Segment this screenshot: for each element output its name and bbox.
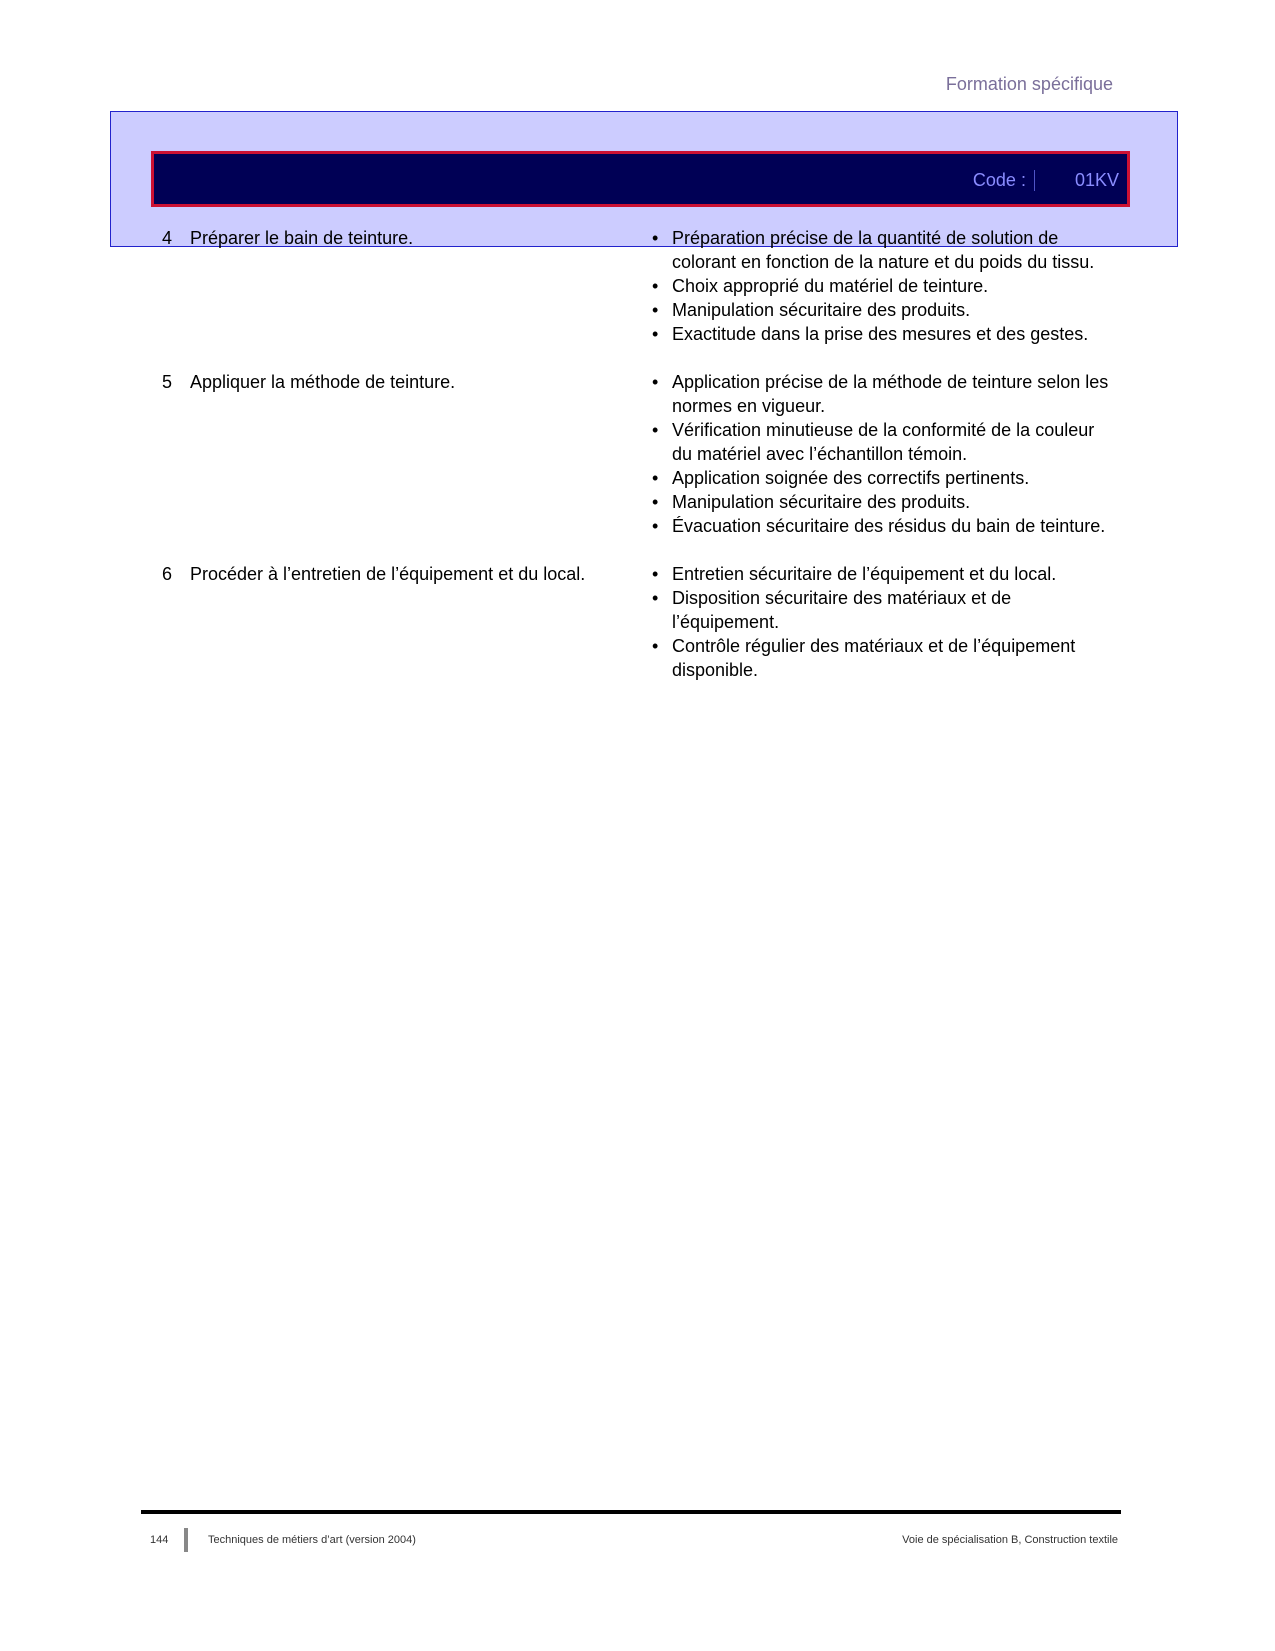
step-text: Appliquer la méthode de teinture. [190, 372, 456, 392]
step-number: 4 [162, 228, 173, 248]
footer-separator [184, 1528, 188, 1552]
step-text: Préparer le bain de teinture. [190, 228, 414, 248]
list-item: • Manipulation sécuritaire des produits. [652, 490, 1112, 514]
list-item: • Évacuation sécuritaire des résidus du bain de teinture. [652, 514, 1112, 538]
list-item: • Application précise de la méthode de teinture selon les normes en vigueur. [652, 370, 1112, 418]
footer [150, 1528, 1118, 1552]
table-row [162, 370, 1122, 538]
table-row [162, 226, 1122, 346]
list-item: • Préparation précise de la quantité de solution de colorant en fonction de la nature et du poids du tissu. [652, 226, 1112, 274]
list-item: • Contrôle régulier des matériaux et de l’équipement disponible. [652, 634, 1112, 682]
step-number: 6 [162, 564, 173, 584]
table-row [162, 562, 1122, 682]
code-text [973, 170, 1119, 191]
list-item: • Entretien sécuritaire de l’équipement et du local. [652, 562, 1112, 586]
list-item: • Vérification minutieuse de la conformité de la couleur du matériel avec l’échantillon témoin. [652, 418, 1112, 466]
footer-right-text: Voie de spécialisation B, Construction textile [902, 1534, 1118, 1546]
step-number: 5 [162, 372, 173, 392]
code-bar [151, 151, 1130, 207]
list-item: • Application soignée des correctifs pertinents. [652, 466, 1112, 490]
step-cell [162, 370, 652, 538]
footer-left-text: Techniques de métiers d’art (version 2004) [208, 1534, 416, 1546]
criteria-table [162, 226, 1122, 706]
step-cell [162, 226, 652, 346]
page-number: 144 [150, 1534, 169, 1546]
running-header: Formation spécifique [945, 74, 1113, 94]
list-item: • Choix approprié du matériel de teinture. [652, 274, 1112, 298]
step-cell [162, 562, 652, 682]
criteria-list [652, 562, 1112, 682]
code-label: Code : [973, 170, 1035, 191]
footer-rule [141, 1510, 1121, 1514]
list-item: • Disposition sécuritaire des matériaux et de l’équipement. [652, 586, 1112, 634]
list-item: • Manipulation sécuritaire des produits. [652, 298, 1112, 322]
criteria-list [652, 226, 1112, 346]
step-text: Procéder à l’entretien de l’équipement et du local. [190, 564, 586, 584]
code-value: 01KV [1074, 170, 1119, 190]
list-item: • Exactitude dans la prise des mesures et des gestes. [652, 322, 1112, 346]
criteria-list [652, 370, 1112, 538]
